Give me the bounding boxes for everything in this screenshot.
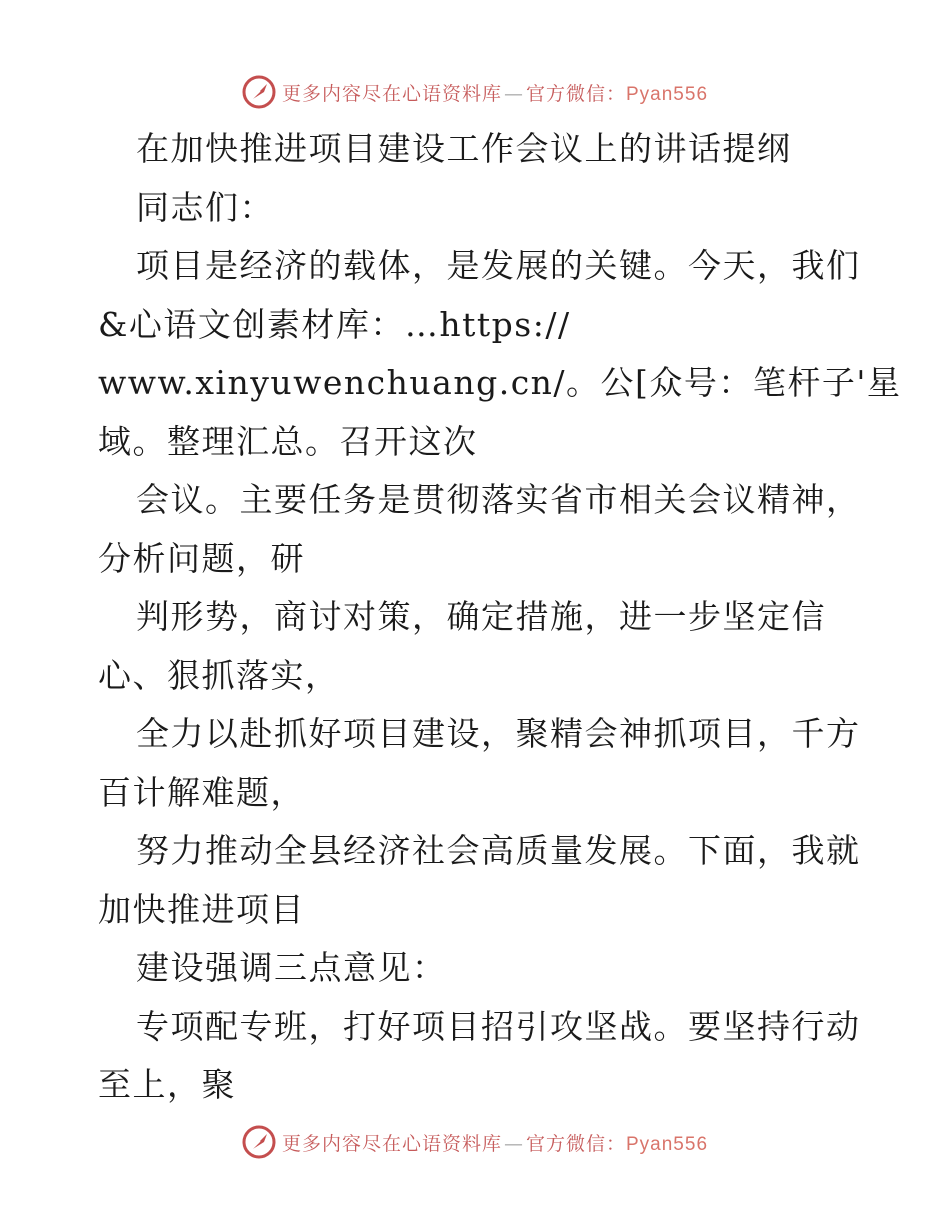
- text-line: 努力推动全县经济社会高质量发展。下面，我就: [136, 831, 861, 870]
- text-line: 域。整理汇总。召开这次: [98, 421, 478, 461]
- document-body: [98, 120, 902, 1115]
- text-line: 分析问题，研: [98, 538, 305, 578]
- watermark-suffix: 官方微信：: [525, 1132, 626, 1155]
- text-line: 百计解难题，: [98, 772, 305, 812]
- text-line: 心、狠抓落实，: [98, 655, 340, 695]
- text-line: 同志们：: [136, 187, 274, 227]
- text-line: 在加快推进项目建设工作会议上的讲话提纲: [136, 129, 792, 168]
- feather-pen-logo-icon: [242, 1125, 276, 1159]
- footer-watermark: [0, 1122, 950, 1162]
- text-line: &心语文创素材库：…https://: [98, 304, 571, 344]
- text-line: www.xinyuwenchuang.cn/。公[众号：笔杆子'星: [98, 363, 902, 402]
- watermark-id: Pyan556: [626, 1133, 709, 1155]
- text-line: 至上，聚: [98, 1065, 236, 1104]
- watermark-brand: 更多内容尽在心语资料库: [281, 1132, 502, 1155]
- watermark-dash: —: [503, 82, 524, 105]
- text-line: 判形势，商讨对策，确定措施，进一步坚定信: [136, 597, 826, 636]
- text-line: 加快推进项目: [98, 889, 305, 929]
- watermark-brand: 更多内容尽在心语资料库: [281, 82, 502, 105]
- watermark-text: [282, 1129, 708, 1156]
- header-watermark: [0, 72, 950, 112]
- text-line: 项目是经济的载体，是发展的关键。今天，我们: [136, 246, 861, 285]
- text-line: 专项配专班，打好项目招引攻坚战。要坚持行动: [136, 1006, 861, 1046]
- watermark-dash: —: [503, 1132, 524, 1155]
- watermark-text: [282, 79, 708, 106]
- text-line: 会议。主要任务是贯彻落实省市相关会议精神，: [136, 480, 861, 519]
- watermark-suffix: 官方微信：: [525, 82, 626, 105]
- text-line: 建设强调三点意见：: [136, 948, 447, 987]
- watermark-id: Pyan556: [626, 83, 709, 105]
- feather-pen-logo-icon: [242, 75, 276, 109]
- text-line: 全力以赴抓好项目建设，聚精会神抓项目，千方: [136, 714, 861, 753]
